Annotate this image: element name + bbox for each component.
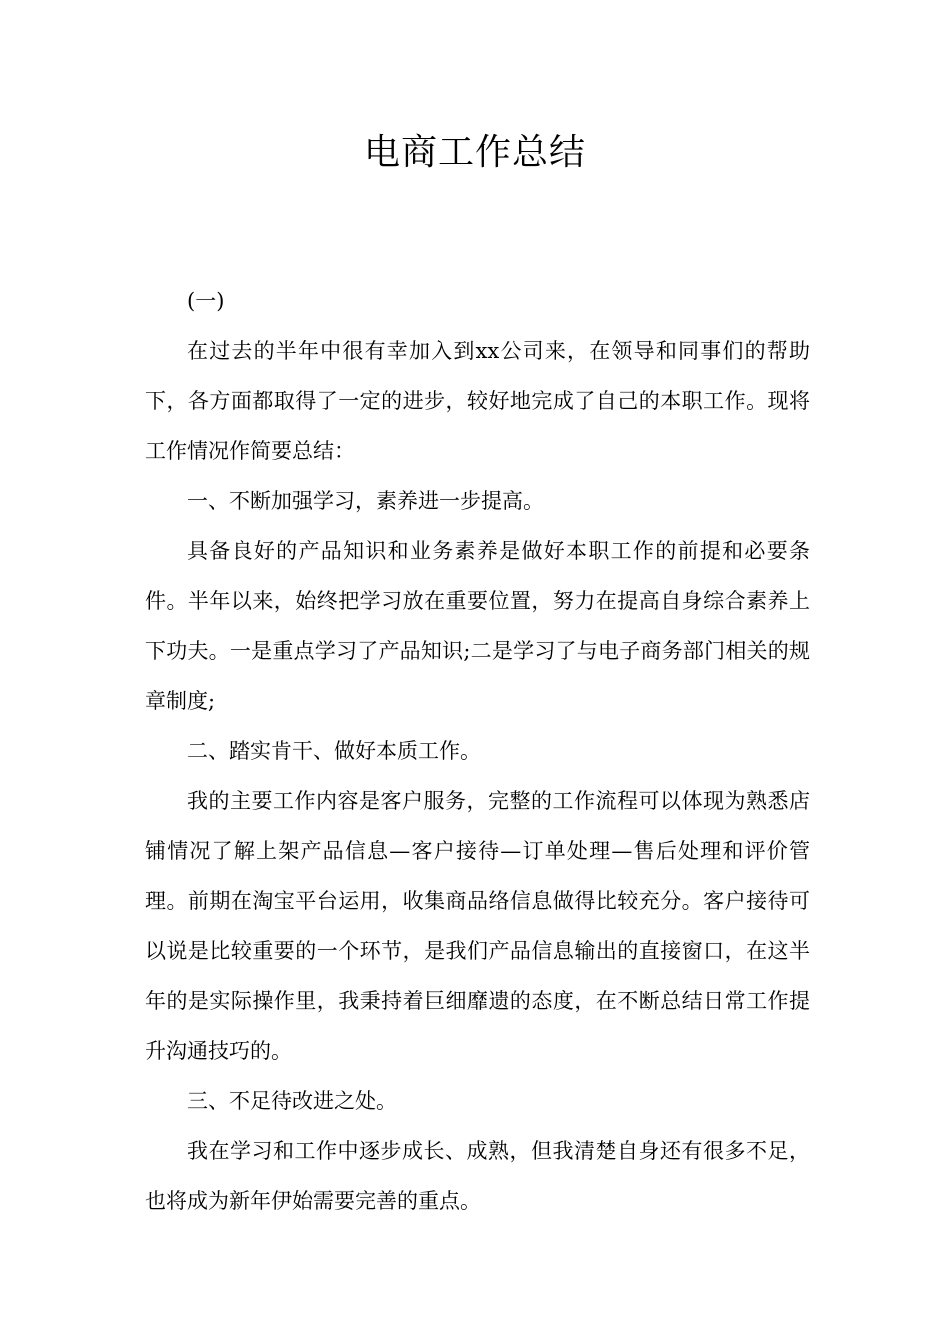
- paragraph-1: 具备良好的产品知识和业务素养是做好本职工作的前提和必要条件。半年以来，始终把学习放在重要位置，努力在提高自身综合素养上下功夫。一是重点学习了产品知识;二是学习了与电子商务部门相关的规章制度;: [145, 539, 810, 713]
- section-heading-1: 一、不断加强学习，素养进一步提高。: [187, 489, 544, 513]
- paragraph-2: 我的主要工作内容是客户服务，完整的工作流程可以体现为熟悉店铺情况了解上架产品信息—客户接待—订单处理—售后处理和评价管理。前期在淘宝平台运用，收集商品络信息做得比较充分。客户接待可以说是比较重要的一个环节，是我们产品信息输出的直接窗口，在这半年的是实际操作里，我秉持着巨细靡遗的态度，在不断总结日常工作提升沟通技巧的。: [145, 789, 810, 1063]
- section-heading-3: 三、不足待改进之处。: [187, 1089, 397, 1113]
- document-body: [145, 276, 810, 1226]
- document-title: 电商工作总结: [363, 132, 586, 173]
- section-marker: (一): [187, 289, 225, 313]
- paragraph-3: 我在学习和工作中逐步成长、成熟，但我清楚自身还有很多不足，也将成为新年伊始需要完善的重点。: [145, 1139, 810, 1213]
- intro-paragraph: 在过去的半年中很有幸加入到xx公司来，在领导和同事们的帮助下，各方面都取得了一定的进步，较好地完成了自己的本职工作。现将工作情况作简要总结：: [145, 339, 810, 463]
- section-heading-2: 二、踏实肯干、做好本质工作。: [187, 739, 481, 763]
